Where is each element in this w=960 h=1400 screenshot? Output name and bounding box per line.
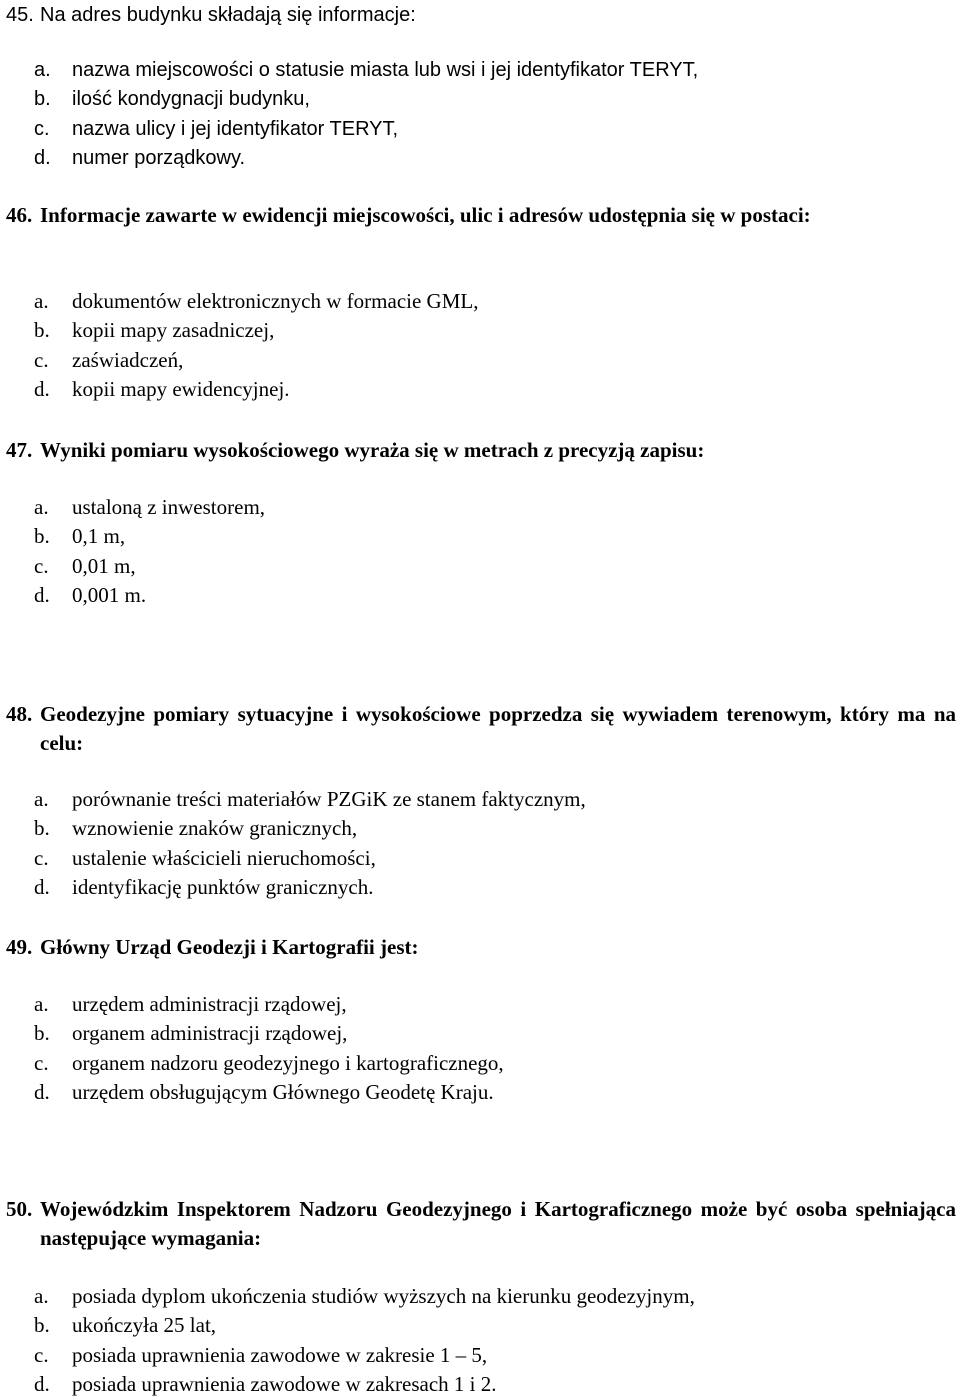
option-letter: c.	[34, 117, 50, 140]
question-45	[6, 1, 956, 30]
answer-option	[34, 814, 934, 843]
answer-options-50	[34, 1282, 934, 1400]
question-48	[6, 700, 956, 758]
option-text: porównanie treści materiałów PZGiK ze stanem faktycznym,	[72, 787, 586, 811]
option-text: organem administracji rządowej,	[72, 1021, 348, 1046]
option-text: identyfikację punktów granicznych.	[72, 875, 374, 900]
option-letter: d.	[34, 147, 51, 170]
question-number: 50.	[6, 1197, 33, 1221]
option-text: ustalenie właścicieli nieruchomości,	[72, 845, 376, 870]
option-text: kopii mapy ewidencyjnej.	[72, 377, 290, 402]
question-47	[6, 436, 956, 465]
answer-option	[34, 873, 934, 902]
option-letter: d.	[34, 1080, 50, 1105]
option-text: nazwa miejscowości o statusie miasta lub wsi i jej identyfikator TERYT,	[72, 59, 699, 81]
answer-option	[34, 522, 934, 551]
question-number: 49.	[6, 935, 33, 959]
question-50	[6, 1195, 956, 1253]
answer-option	[34, 844, 934, 873]
option-text: posiada uprawnienia zawodowe w zakresach 1 i 2.	[72, 1372, 497, 1397]
option-letter: c.	[34, 1050, 49, 1075]
option-text: numer porządkowy.	[72, 147, 246, 170]
answer-option	[34, 346, 934, 375]
option-letter: a.	[34, 495, 49, 519]
option-text: dokumentów elektronicznych w formacie GML,	[72, 289, 479, 313]
option-letter: a.	[34, 1284, 49, 1308]
option-letter: b.	[34, 88, 51, 111]
question-number: 46.	[6, 203, 33, 227]
question-text: Wojewódzkim Inspektorem Nadzoru Geodezyjnego i Kartograficznego może być osoba spełniająca następujące wymagania:	[40, 1197, 956, 1250]
option-letter: a.	[34, 992, 49, 1016]
option-text: 0,1 m,	[72, 524, 126, 549]
option-letter: c.	[34, 553, 49, 578]
answer-option	[34, 375, 934, 404]
question-number: 48.	[6, 702, 33, 726]
answer-option	[34, 115, 934, 144]
option-letter: a.	[34, 787, 49, 811]
question-text: Główny Urząd Geodezji i Kartografii jest:	[40, 935, 419, 959]
option-text: ilość kondygnacji budynku,	[72, 88, 310, 111]
answer-option	[34, 493, 934, 522]
option-letter: b.	[34, 1021, 50, 1046]
option-letter: a.	[34, 59, 51, 81]
answer-option	[34, 1341, 934, 1370]
option-letter: b.	[34, 318, 50, 343]
question-number: 47.	[6, 438, 33, 462]
answer-option	[34, 581, 934, 610]
answer-option	[34, 316, 934, 345]
answer-option	[34, 990, 934, 1019]
answer-options-48	[34, 785, 934, 903]
option-letter: b.	[34, 816, 50, 841]
option-text: 0,001 m.	[72, 583, 147, 608]
question-number: 45.	[6, 4, 34, 26]
question-text: Wyniki pomiaru wysokościowego wyraża się w metrach z precyzją zapisu:	[40, 438, 705, 462]
option-text: kopii mapy zasadniczej,	[72, 318, 275, 343]
answer-option	[34, 56, 934, 85]
option-letter: a.	[34, 289, 49, 313]
answer-option	[34, 1078, 934, 1107]
answer-option	[34, 1282, 934, 1311]
question-text: Na adres budynku składają się informacje:	[40, 4, 416, 26]
answer-option	[34, 1049, 934, 1078]
option-text: zaświadczeń,	[72, 347, 184, 372]
option-text: 0,01 m,	[72, 553, 136, 578]
option-letter: d.	[34, 1372, 50, 1397]
question-text: Geodezyjne pomiary sytuacyjne i wysokościowe poprzedza się wywiadem terenowym, który ma na celu:	[40, 702, 956, 755]
answer-option	[34, 552, 934, 581]
question-49	[6, 933, 956, 962]
answer-option	[34, 1019, 934, 1048]
option-letter: d.	[34, 583, 50, 608]
option-letter: c.	[34, 845, 49, 870]
option-text: urzędem administracji rządowej,	[72, 992, 347, 1016]
answer-option	[34, 1311, 934, 1340]
option-letter: c.	[34, 1342, 49, 1367]
option-letter: d.	[34, 875, 50, 900]
option-text: organem nadzoru geodezyjnego i kartograficznego,	[72, 1050, 504, 1075]
option-text: ukończyła 25 lat,	[72, 1313, 217, 1338]
answer-options-45	[34, 56, 934, 174]
option-text: nazwa ulicy i jej identyfikator TERYT,	[72, 117, 399, 140]
option-letter: c.	[34, 347, 49, 372]
answer-option	[34, 85, 934, 114]
answer-option	[34, 1370, 934, 1399]
option-text: urzędem obsługującym Głównego Geodetę Kraju.	[72, 1080, 494, 1105]
option-letter: d.	[34, 377, 50, 402]
answer-options-49	[34, 990, 934, 1108]
question-46	[6, 201, 956, 230]
option-text: wznowienie znaków granicznych,	[72, 816, 358, 841]
option-text: posiada uprawnienia zawodowe w zakresie 1 – 5,	[72, 1342, 488, 1367]
answer-option	[34, 785, 934, 814]
answer-option	[34, 287, 934, 316]
option-text: ustaloną z inwestorem,	[72, 495, 266, 519]
answer-options-46	[34, 287, 934, 405]
question-text: Informacje zawarte w ewidencji miejscowości, ulic i adresów udostępnia się w postaci:	[40, 203, 811, 227]
answer-options-47	[34, 493, 934, 611]
answer-option	[34, 144, 934, 173]
option-letter: b.	[34, 1313, 50, 1338]
option-letter: b.	[34, 524, 50, 549]
option-text: posiada dyplom ukończenia studiów wyższych na kierunku geodezyjnym,	[72, 1284, 695, 1308]
